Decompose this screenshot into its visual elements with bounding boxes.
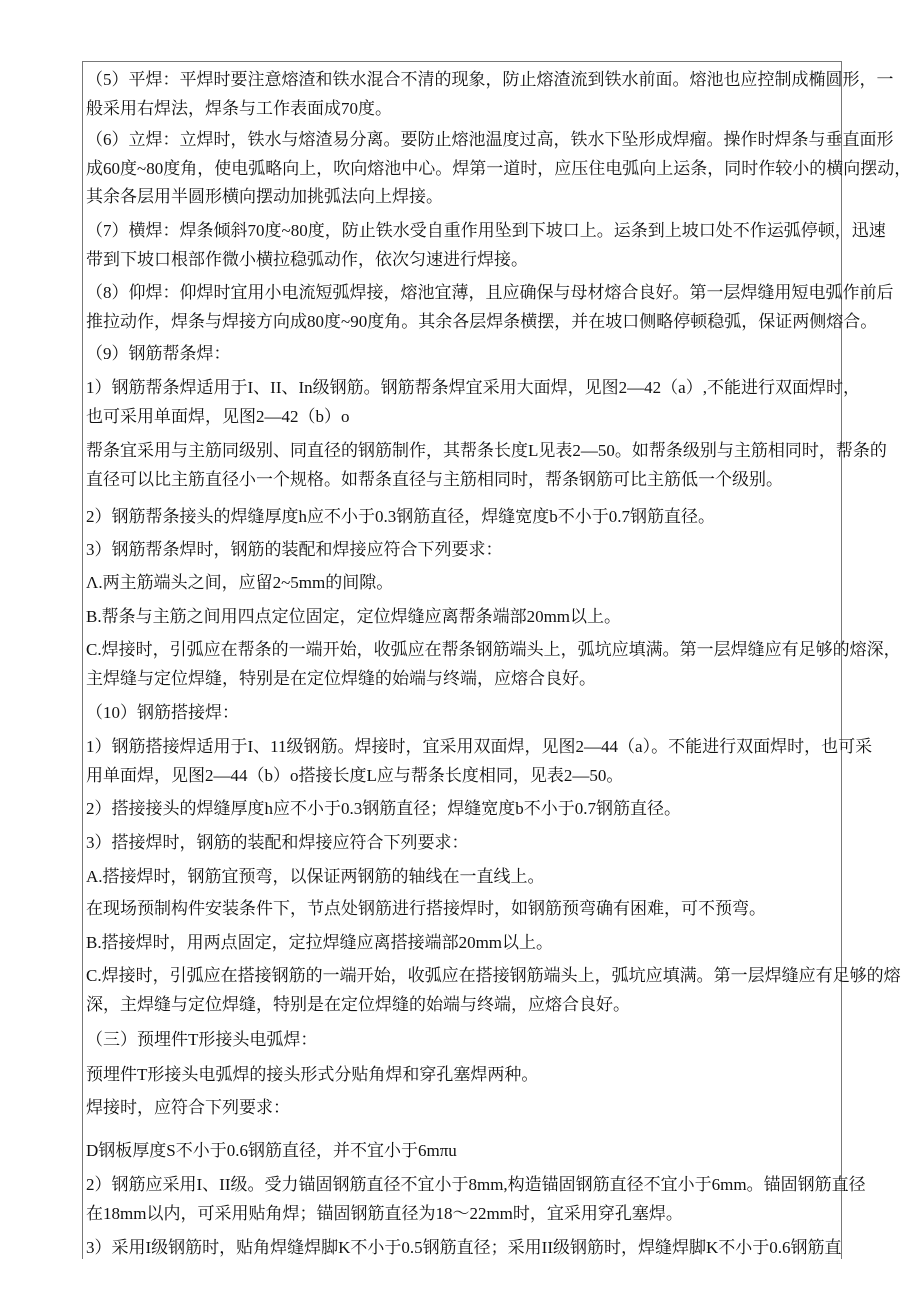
paragraph-line: （6）立焊：立焊时，铁水与熔渣易分离。要防止熔池温度过高，铁水下坠形成焊瘤。操作时焊条与垂直面形 [86,130,894,149]
paragraph-line: 预埋件T形接头电弧焊的接头形式分贴角焊和穿孔塞焊两种。 [86,1065,539,1084]
paragraph-line: 用单面焊，见图2—44（b）o搭接长度L应与帮条长度相同，见表2—50。 [86,765,624,785]
paragraph-line: A.搭接焊时，钢筋宜预弯，以保证两钢筋的轴线在一直线上。 [86,867,545,886]
paragraph-line: （10）钢筋搭接焊： [86,703,239,722]
paragraph-line: B.搭接焊时，用两点固定，定拉焊缝应离搭接端部20mm以上。 [86,933,554,952]
paragraph-line: （8）仰焊：仰焊时宜用小电流短弧焊接，熔池宜薄，且应确保与母材熔合良好。第一层焊缝用短电弧作前后 [86,283,894,302]
paragraph-line: C.焊接时，引弧应在帮条的一端开始，收弧应在帮条钢筋端头上，弧坑应填满。第一层焊缝应有足够的熔深， [86,640,901,659]
paragraph-line: 推拉动作，焊条与焊接方向成80度~90度角。其余各层焊条横摆，并在坡口侧略停顿稳弧，保证两侧熔合。 [86,311,878,331]
paragraph-line: D钢板厚度S不小于0.6钢筋直径，并不宜小于6mπu [86,1141,457,1160]
paragraph-line: （5）平焊：平焊时要注意熔渣和铁水混合不清的现象，防止熔渣流到铁水前面。熔池也应控制成椭圆形，一 [86,70,894,89]
paragraph-line: 直径可以比主筋直径小一个规格。如帮条直径与主筋相同时，帮条钢筋可比主筋低一个级别。 [86,469,783,489]
paragraph-line: 其余各层用半圆形横向摆动加挑弧法向上焊接。 [86,187,443,206]
paragraph-line: 在18mm以内，可采用贴角焊；锚固钢筋直径为18～22mm时，宜采用穿孔塞焊。 [86,1203,683,1223]
paragraph-line: 也可采用单面焊，见图2—42（b）o [86,406,350,426]
paragraph-line: 2）搭接接头的焊缝厚度h应不小于0.3钢筋直径；焊缝宽度b不小于0.7钢筋直径。 [86,799,681,818]
paragraph-line: 般采用右焊法，焊条与工作表面成70度。 [86,98,392,118]
paragraph-line: 深，主焊缝与定位焊缝，特别是在定位焊缝的始端与终端，应熔合良好。 [86,994,630,1014]
paragraph-line: B.帮条与主筋之间用四点定位固定，定位焊缝应离帮条端部20mm以上。 [86,607,622,626]
paragraph-line: 3）搭接焊时，钢筋的装配和焊接应符合下列要求： [86,833,469,852]
paragraph-line: Λ.两主筋端头之间，应留2~5mm的间隙。 [86,573,394,592]
paragraph-line: （三）预埋件T形接头电弧焊： [86,1030,318,1049]
paragraph-line: 焊接时，应符合下列要求： [86,1098,290,1117]
paragraph-line: 主焊缝与定位焊缝，特别是在定位焊缝的始端与终端，应熔合良好。 [86,668,596,688]
paragraph-line: 1）钢筋帮条焊适用于I、II、In级钢筋。钢筋帮条焊宜采用大面焊，见图2—42（a）,不能进行双面焊时， [86,378,860,397]
paragraph-line: 2）钢筋应采用I、II级。受力锚固钢筋直径不宜小于8mm,构造锚固钢筋直径不宜小于6mm。锚固钢筋直径 [86,1175,866,1194]
paragraph-line: 2）钢筋帮条接头的焊缝厚度h应不小于0.3钢筋直径，焊缝宽度b不小于0.7钢筋直径。 [86,507,715,526]
paragraph-line: 在现场预制构件安装条件下，节点处钢筋进行搭接焊时，如钢筋预弯确有困难，可不预弯。 [86,899,766,918]
paragraph-line: （9）钢筋帮条焊： [86,344,231,363]
paragraph-line: 成60度~80度角，使电弧略向上，吹向熔池中心。焊第一道时，应压住电弧向上运条，同时作较小的横向摆动， [86,158,912,178]
paragraph-line: 3）采用I级钢筋时，贴角焊缝焊脚K不小于0.5钢筋直径；采用II级钢筋时，焊缝焊脚K不小于0.6钢筋直 [86,1238,842,1257]
paragraph-line: 1）钢筋搭接焊适用于I、11级钢筋。焊接时，宜采用双面焊，见图2—44（a）。不能进行双面焊时，也可采 [86,737,873,756]
paragraph-line: 帮条宜采用与主筋同级别、同直径的钢筋制作，其帮条长度L见表2—50。如帮条级别与主筋相同时，帮条的 [86,441,887,460]
paragraph-line: C.焊接时，引弧应在搭接钢筋的一端开始，收弧应在搭接钢筋端头上，弧坑应填满。第一层焊缝应有足够的熔 [86,966,901,985]
paragraph-line: 带到下坡口根部作微小横拉稳弧动作，依次匀速进行焊接。 [86,249,528,269]
paragraph-line: 3）钢筋帮条焊时，钢筋的装配和焊接应符合下列要求： [86,540,503,559]
paragraph-line: （7）横焊：焊条倾斜70度~80度，防止铁水受自重作用坠到下坡口上。运条到上坡口处不作运弧停顿，迅速 [86,221,886,240]
